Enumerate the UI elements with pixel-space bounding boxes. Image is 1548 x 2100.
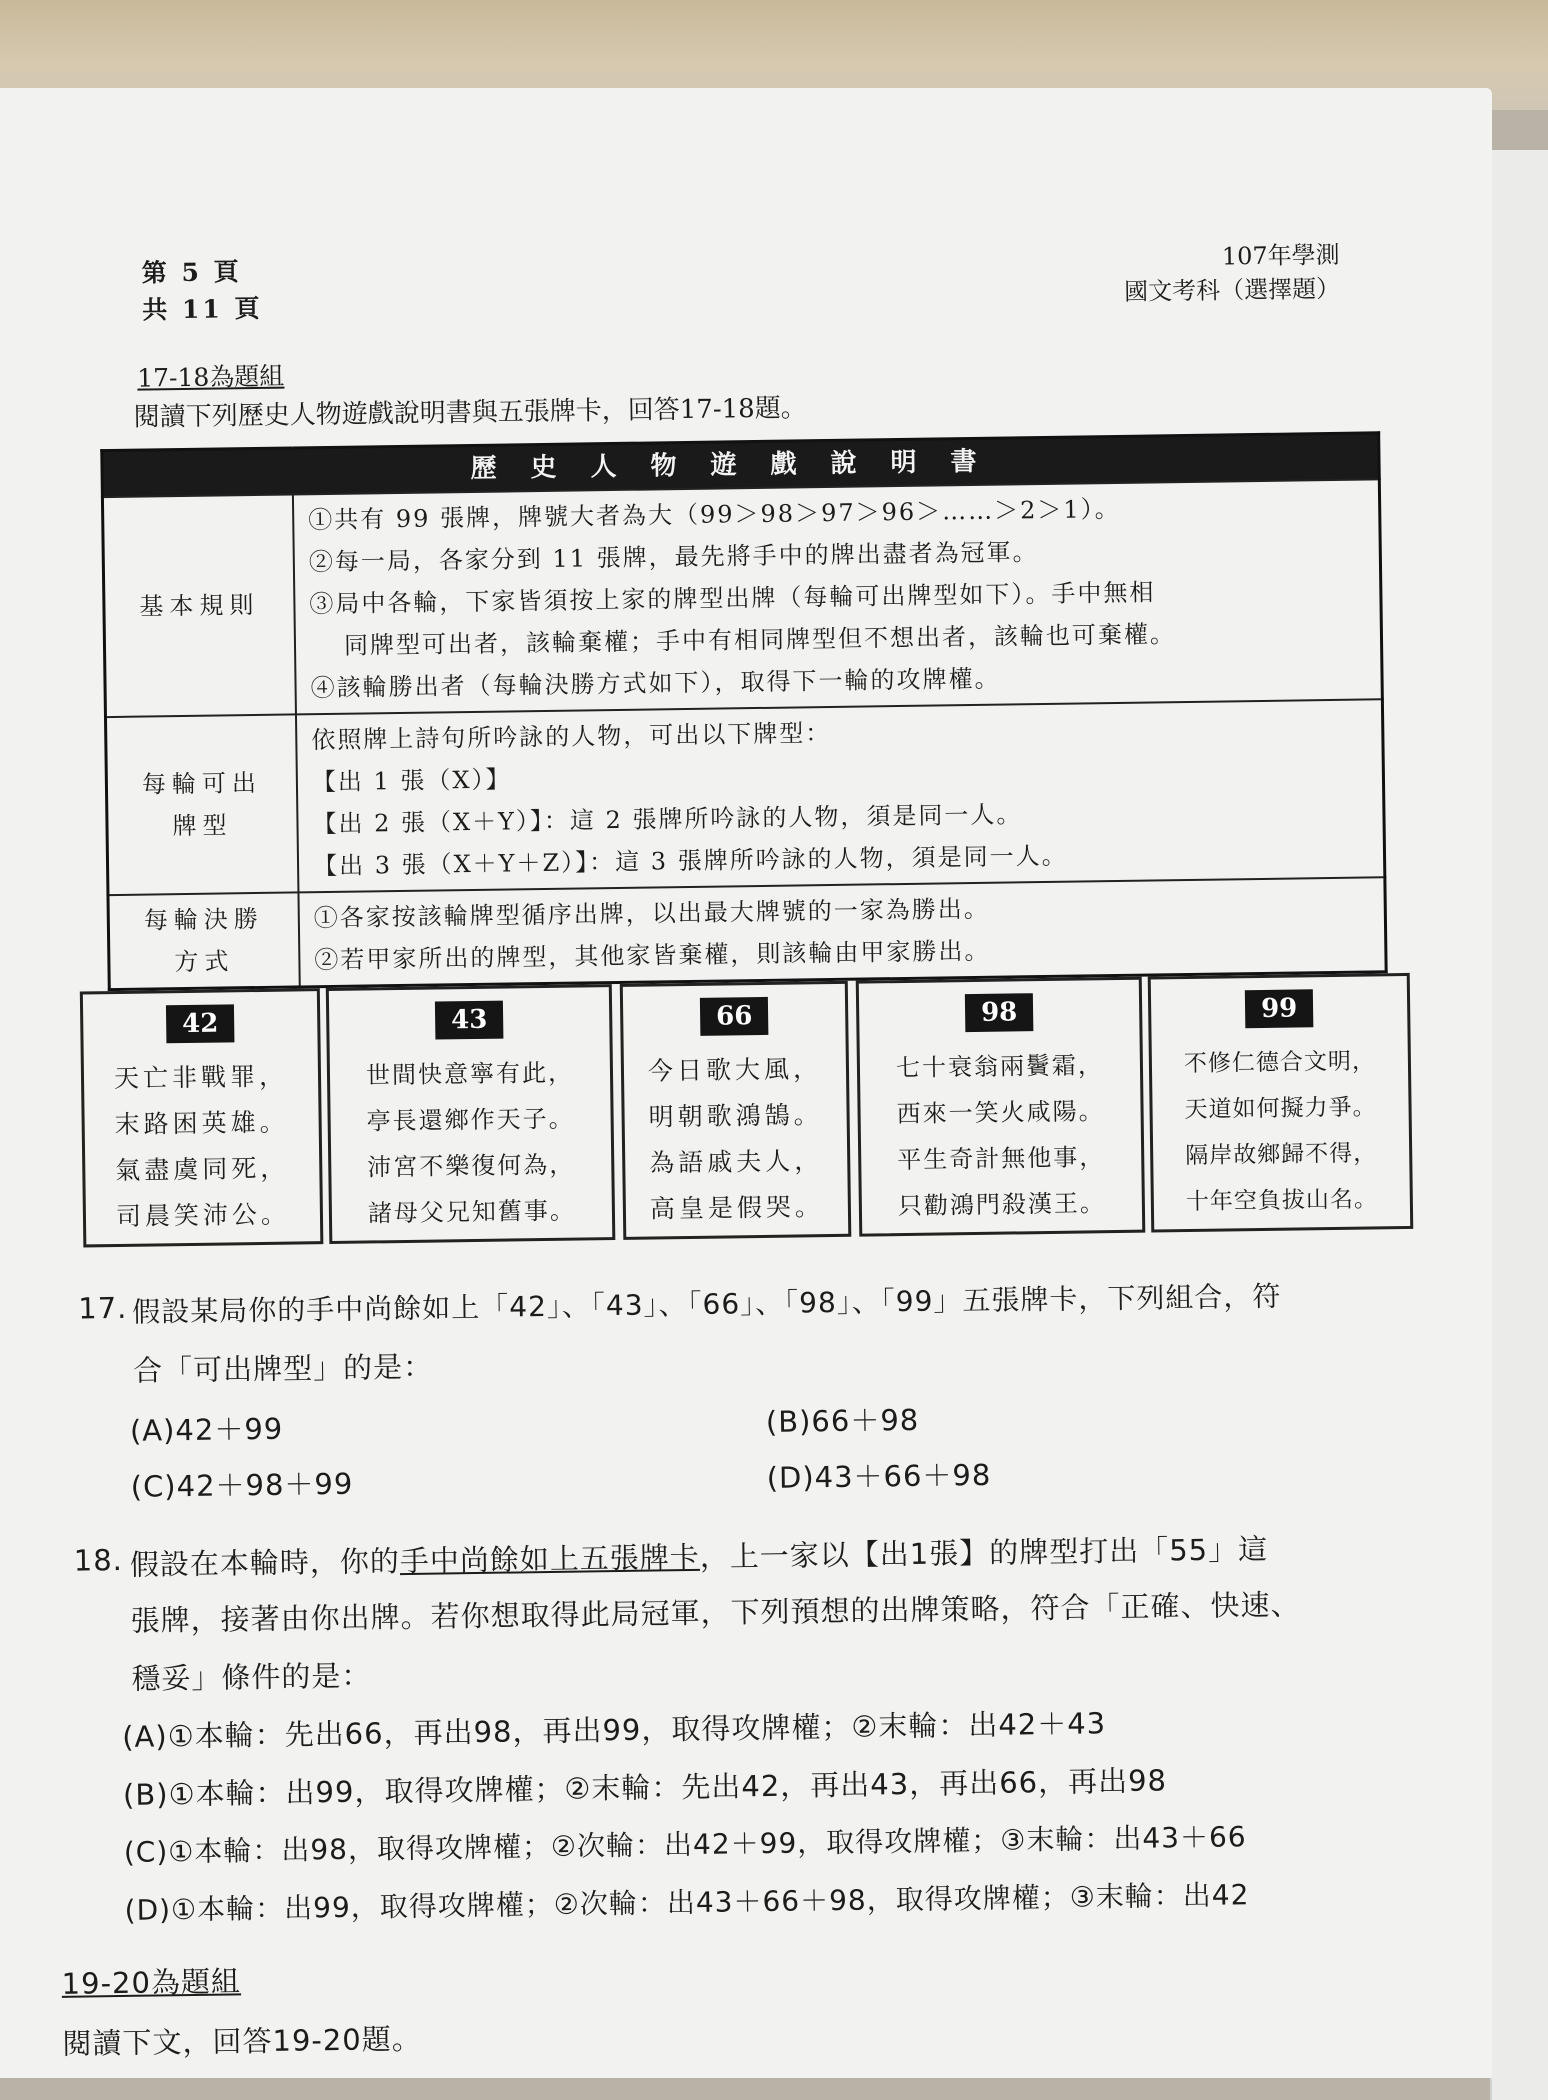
card-number: 43: [435, 1001, 504, 1040]
underlined-phrase: 手中尚餘如上五張牌卡: [399, 1539, 701, 1579]
option-d[interactable]: (D)43＋66＋98: [766, 1457, 992, 1495]
text-segment: ，上一家以【出1張】的牌型打出「55」這: [699, 1531, 1269, 1574]
question-text-line: [130, 1527, 1269, 1584]
label-line: 方式: [174, 947, 235, 977]
poem-line: 氣盡虞同死，: [115, 1153, 290, 1186]
page-number-block: [142, 253, 263, 329]
rule-line: 【出 3 張（X＋Y＋Z）】：這 3 張牌所吟詠的人物，須是同一人。: [312, 841, 1068, 881]
option-b[interactable]: (B)66＋98: [765, 1402, 920, 1439]
rule-line: 同牌型可出者，該輪棄權；手中有相同牌型但不想出者，該輪也可棄權。: [343, 620, 1177, 660]
rule-line: ③局中各輪，下家皆須按上家的牌型出牌（每輪可出牌型如下）。手中無相: [309, 578, 1156, 619]
game-rules-table: [100, 431, 1387, 991]
poem-line: 平生奇計無他事，: [897, 1143, 1106, 1175]
card-number: 98: [965, 993, 1034, 1032]
poem-line: 隔岸故鄉歸不得，: [1185, 1140, 1378, 1170]
poem-line: 天道如何擬力爭。: [1184, 1094, 1377, 1124]
card-row: [80, 973, 1413, 1250]
rules-desc-basic: [293, 479, 1382, 714]
rules-label-types: [105, 714, 298, 895]
card-poem: [860, 1042, 1143, 1230]
poem-line: 高皇是假哭。: [649, 1192, 825, 1224]
option-c[interactable]: (C)①本輪：出98，取得攻牌權；②次輪：出42＋99，取得攻牌權；③末輪：出43＋66: [123, 1820, 1247, 1869]
page-total: 共 11 頁: [142, 293, 263, 325]
question-text-line: 張牌，接著由你出牌。若你想取得此局冠軍，下列預想的出牌策略，符合「正確、快速、: [130, 1587, 1301, 1638]
label-line: 牌型: [172, 811, 233, 841]
poem-line: 末路困英雄。: [114, 1107, 289, 1140]
poem-line: 只勸鴻門殺漢王。: [897, 1189, 1107, 1221]
poem-line: 今日歌大風，: [647, 1054, 823, 1086]
poem-line: 十年空負拔山名。: [1185, 1186, 1379, 1216]
label-line: 每輪可出: [141, 768, 263, 799]
group-title-19-20: 19-20為題組: [61, 1964, 242, 2001]
rules-desc-win: [298, 877, 1386, 987]
card-poem: [624, 1046, 849, 1233]
question-number: 18.: [73, 1542, 124, 1578]
rule-line: 【出 1 張（X）】: [311, 765, 512, 797]
poem-line: 天亡非戰罪，: [113, 1061, 289, 1094]
card-66: [620, 981, 852, 1240]
rules-desc-types: [296, 699, 1385, 892]
poem-line: 西來一笑火咸陽。: [896, 1097, 1105, 1129]
poem-line: 沛宮不樂復何為，: [367, 1150, 576, 1182]
card-number: 66: [700, 997, 769, 1036]
rules-label-basic: 基本規則: [102, 494, 296, 717]
question-text-line: 穩妥」條件的是：: [131, 1658, 372, 1696]
card-number: 99: [1245, 989, 1314, 1028]
rules-row-types: [105, 699, 1384, 895]
rule-line: ④該輪勝出者（每輪決勝方式如下），取得下一輪的攻牌權。: [310, 664, 1001, 703]
option-a[interactable]: (A)42＋99: [129, 1411, 284, 1448]
rules-heading: 歷史人物遊戲說明書: [102, 433, 1380, 497]
group-title-17-18: 17-18為題組: [137, 361, 285, 393]
poem-line: 不修仁德合文明，: [1183, 1048, 1377, 1078]
label-line: 每輪決勝: [143, 904, 265, 935]
rule-line: ①各家按該輪牌型循序出牌，以出最大牌號的一家為勝出。: [313, 894, 990, 933]
option-c[interactable]: (C)42＋98＋99: [130, 1466, 354, 1504]
rule-line: 【出 2 張（X＋Y）】：這 2 張牌所吟詠的人物，須是同一人。: [312, 800, 1023, 839]
card-98: [856, 977, 1146, 1237]
card-99: [1148, 973, 1414, 1233]
group-intro-19-20: 閱讀下文，回答19-20題。: [62, 2021, 422, 2061]
poem-line: 諸母父兄知舊事。: [367, 1196, 577, 1228]
poem-line: 明朝歌鴻鵠。: [648, 1100, 823, 1132]
poem-line: 世間快意寧有此，: [365, 1058, 575, 1090]
page-number: 第 5 頁: [141, 257, 242, 288]
subject-name: 國文考科（選擇題）: [1123, 274, 1341, 306]
card-number: 42: [166, 1004, 235, 1043]
rule-line: ①共有 99 張牌，牌號大者為大（99＞98＞97＞96＞……＞2＞1）。: [308, 494, 1121, 535]
card-poem: [84, 1053, 321, 1240]
card-poem: [1152, 1038, 1411, 1226]
group-intro-17-18: 閱讀下列歷史人物遊戲說明書與五張牌卡，回答17-18題。: [133, 393, 807, 433]
poem-line: 亭長還鄉作天子。: [366, 1104, 575, 1136]
poem-line: 七十衰翁兩鬢霜，: [895, 1051, 1105, 1083]
rules-label-win: [108, 892, 300, 989]
card-poem: [330, 1049, 613, 1237]
option-b[interactable]: (B)①本輪：出99，取得攻牌權；②末輪：先出42，再出43，再出66，再出98: [122, 1763, 1168, 1812]
exam-info-block: [1109, 238, 1340, 309]
rule-line: ②每一局，各家分到 11 張牌，最先將手中的牌出盡者為冠軍。: [308, 538, 1039, 577]
option-a[interactable]: (A)①本輪：先出66，再出98，再出99，取得攻牌權；②末輪：出42＋43: [121, 1706, 1107, 1754]
rules-row-basic: [102, 479, 1382, 717]
poem-line: 為語戚夫人，: [649, 1146, 824, 1178]
poem-line: 司晨笑沛公。: [115, 1199, 291, 1232]
card-43: [326, 984, 616, 1244]
rule-line: 依照牌上詩句所吟詠的人物，可出以下牌型：: [311, 718, 832, 755]
question-number: 17.: [78, 1290, 128, 1326]
card-42: [80, 988, 324, 1247]
rules-row-win: [108, 877, 1386, 989]
option-d[interactable]: (D)①本輪：出99，取得攻牌權；②次輪：出43＋66＋98，取得攻牌權；③末輪：出42: [124, 1878, 1250, 1927]
text-segment: 假設在本輪時，你的: [129, 1544, 401, 1582]
exam-name: 107年學測: [1221, 240, 1340, 271]
question-text-line: 假設某局你的手中尚餘如上「42」、「43」、「66」、「98」、「99」五張牌卡，下列組合，符: [132, 1279, 1282, 1329]
question-text-line: 合「可出牌型」的是：: [132, 1349, 434, 1388]
rule-line: ②若甲家所出的牌型，其他家皆棄權，則該輪由甲家勝出。: [314, 936, 991, 975]
